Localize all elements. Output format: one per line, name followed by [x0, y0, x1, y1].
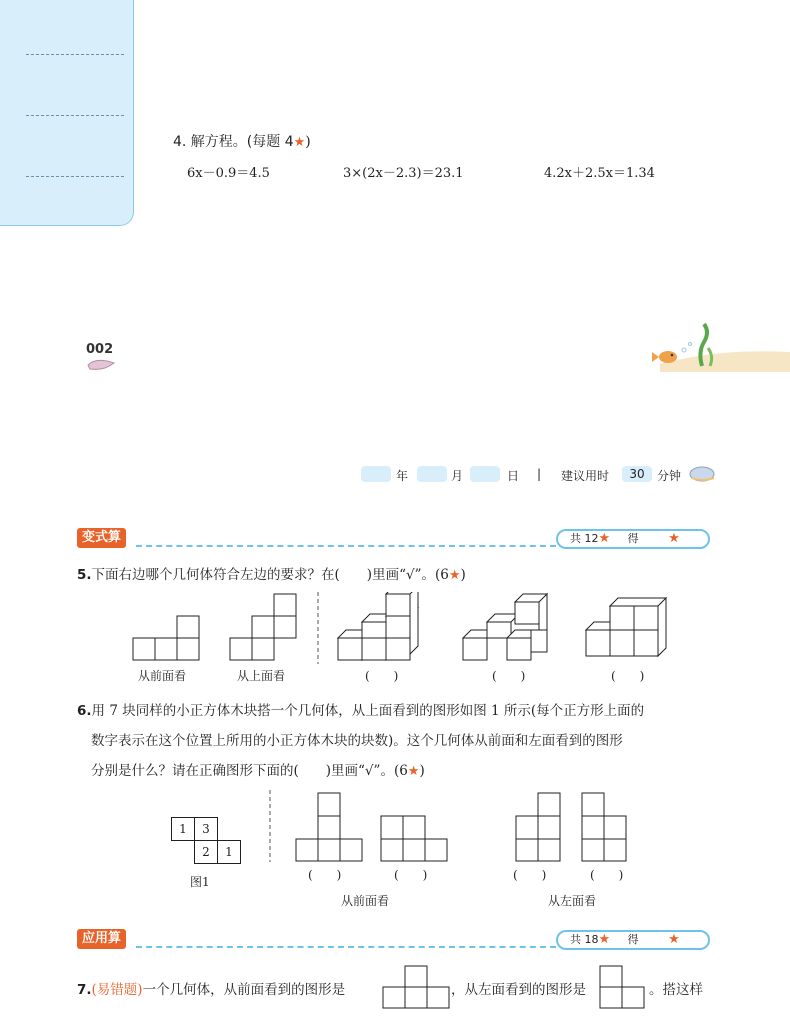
q7-left-view — [599, 964, 647, 1010]
grid-cell: 1 — [171, 817, 195, 841]
grid-cell: 2 — [194, 840, 218, 864]
star-icon: ★ — [598, 531, 611, 546]
q5-caption-front: 从前面看 — [138, 669, 187, 683]
margin-note-panel — [0, 0, 134, 226]
star-icon: ★ — [293, 135, 306, 150]
q5-answer-2[interactable]: ( ) — [492, 669, 526, 683]
q5-number: 5. — [77, 567, 92, 583]
shell-icon — [84, 355, 118, 371]
month-box[interactable] — [417, 466, 447, 482]
score-total-2: 共 18 — [570, 933, 599, 946]
q6-answer-2[interactable]: ( ) — [394, 868, 428, 882]
minutes-unit: 分钟 — [657, 469, 682, 483]
q6-figure-label: 图1 — [190, 875, 210, 889]
q6-left-caption: 从左面看 — [548, 894, 597, 908]
year-box[interactable] — [361, 466, 391, 482]
separator: | — [537, 467, 542, 481]
q6-front-caption: 从前面看 — [341, 894, 390, 908]
q4-title — [173, 131, 311, 151]
q7-front-view — [382, 964, 452, 1010]
q6-text — [77, 696, 717, 787]
q6-line-3-text: 分别是什么？请在正确图形下面的( )里画“√”。(6 — [91, 763, 408, 779]
q6-options-figures — [268, 790, 638, 862]
q7-number: 7. — [77, 982, 92, 998]
q6-line-3-end: ) — [419, 763, 425, 779]
q6-line-3 — [91, 756, 717, 787]
score-label-2: 得 — [627, 933, 639, 946]
q5-body-end: ) — [460, 567, 466, 583]
q6-line-2: 数字表示在这个位置上所用的小正方体木块的块数)。这个几何体从前面和左面看到的图形 — [91, 733, 623, 749]
q7-text-b: ，从左面看到的图形是 — [451, 982, 586, 998]
q6-option-left-a — [516, 793, 560, 861]
minutes-value: 30 — [629, 467, 645, 481]
q6-answer-1[interactable]: ( ) — [308, 868, 342, 882]
star-icon: ★ — [598, 932, 611, 947]
q7-tag: (易错题) — [91, 982, 143, 998]
q5-caption-top: 从上面看 — [237, 669, 286, 683]
star-icon: ★ — [668, 531, 680, 546]
q5-text — [77, 560, 466, 591]
q5-top-view — [230, 594, 296, 660]
q4-equation-3: 4.2x＋2.5x＝1.34 — [544, 166, 655, 181]
q6-number: 6. — [77, 703, 92, 719]
q6-line-1-text: 用 7 块同样的小正方体木块搭一个几何体，从上面看到的图形如图 1 所示(每个正方形上面的 — [91, 703, 645, 719]
q6-answer-4[interactable]: ( ) — [590, 868, 624, 882]
q4-equation-1: 6x－0.9＝4.5 — [187, 166, 270, 181]
section-tag-1: 变式算 — [77, 528, 126, 548]
note-line-3 — [26, 176, 124, 177]
day-label: 日 — [507, 469, 520, 483]
day-box[interactable] — [470, 466, 500, 482]
page-number-text: 002 — [86, 342, 114, 357]
suggest-time-label: 建议用时 — [561, 469, 610, 483]
q5-answer-1[interactable]: ( ) — [365, 669, 399, 683]
q5-body: 下面右边哪个几何体符合左边的要求？在( )里画“√”。(6 — [91, 567, 449, 583]
q7-text-a: 一个几何体，从前面看到的图形是 — [142, 982, 346, 998]
q4-equation-2: 3×(2x－2.3)＝23.1 — [343, 166, 464, 181]
score-box-1 — [556, 529, 710, 549]
section-divider-1 — [136, 545, 556, 547]
star-icon: ★ — [448, 568, 461, 583]
q6-option-front-b — [381, 816, 447, 861]
q5-solid-c — [586, 598, 666, 656]
q5-front-view — [133, 616, 199, 660]
minutes-box — [622, 466, 652, 482]
q5-solid-a — [338, 592, 418, 660]
star-icon: ★ — [407, 764, 420, 779]
grid-cell: 3 — [194, 817, 218, 841]
note-line-2 — [26, 115, 124, 116]
q6-option-front-a — [296, 793, 362, 861]
shell-icon — [688, 462, 716, 482]
star-icon: ★ — [668, 932, 680, 947]
month-label: 月 — [451, 469, 464, 483]
grid-cell: 1 — [217, 840, 241, 864]
section-divider-2 — [136, 946, 556, 948]
q6-answer-3[interactable]: ( ) — [513, 868, 547, 882]
section-tag-2: 应用算 — [77, 929, 126, 949]
q7-text — [77, 975, 345, 1005]
q5-answer-3[interactable]: ( ) — [611, 669, 645, 683]
fish-icon — [652, 351, 677, 363]
year-label: 年 — [396, 469, 409, 483]
score-label-1: 得 — [627, 532, 639, 545]
q5-solid-b — [463, 594, 547, 660]
q6-option-left-b — [582, 793, 626, 861]
sea-decoration — [640, 322, 790, 372]
q4-title-end: ) — [305, 134, 311, 150]
q5-figures — [130, 592, 730, 664]
score-box-2 — [556, 930, 710, 950]
score-total-1: 共 12 — [570, 532, 599, 545]
q6-line-1 — [77, 696, 717, 726]
q4-title-text: 4. 解方程。(每题 4 — [173, 134, 294, 150]
note-line-1 — [26, 54, 124, 55]
q6-figure-1 — [171, 817, 243, 863]
q7-text-c: 。搭这样 — [649, 982, 703, 998]
